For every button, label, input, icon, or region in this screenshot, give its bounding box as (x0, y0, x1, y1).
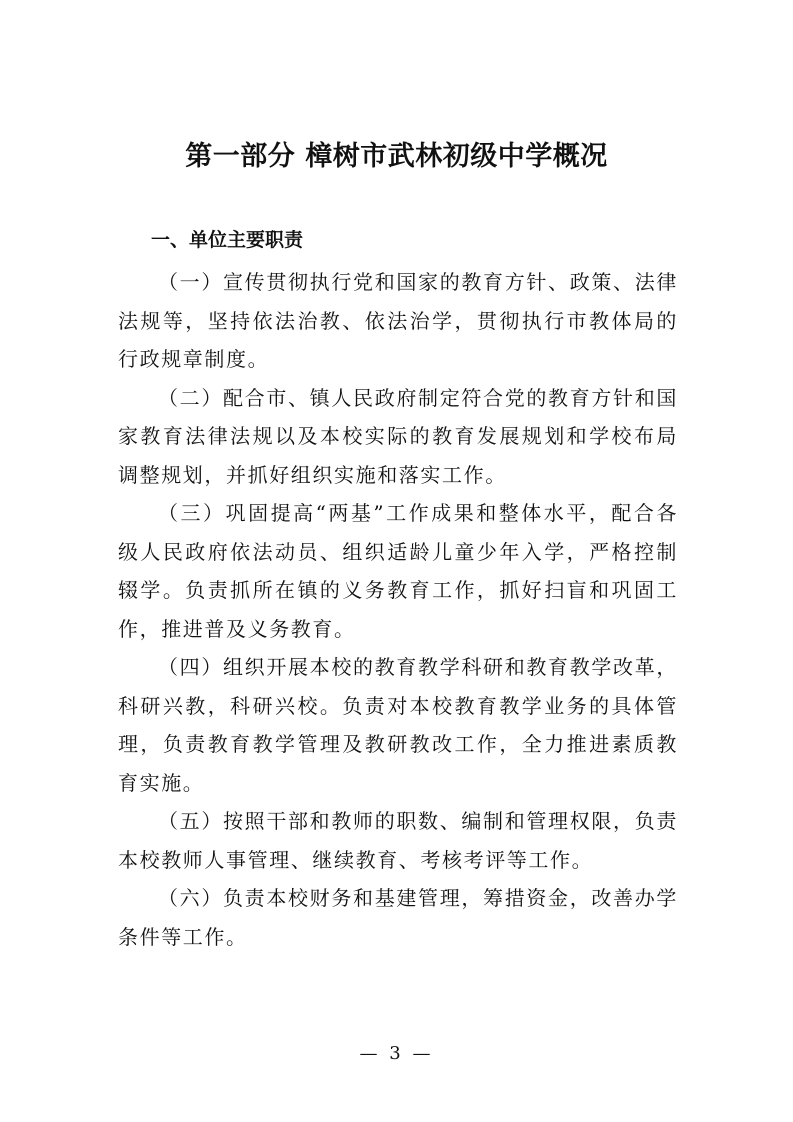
paragraph-6: （六）负责本校财务和基建管理，筹措资金，改善办学条件等工作。 (118, 886, 678, 949)
section-heading: 一、单位主要职责 (151, 229, 304, 251)
page-number: — 3 — (359, 1043, 434, 1064)
body-text (118, 263, 678, 956)
paragraph-1: （一）宣传贯彻执行党和国家的教育方针、政策、法律法规等，坚持依法治教、依法治学，贯彻执行市教体局的行政规章制度。 (118, 270, 678, 371)
page-title: 第一部分 樟树市武林初级中学概况 (185, 141, 608, 172)
paragraph-4: （四）组织开展本校的教育教学科研和教育教学改革，科研兴教，科研兴校。负责对本校教育教学业务的具体管理，负责教育教学管理及教研教改工作，全力推进素质教育实施。 (118, 655, 678, 795)
paragraph-2: （二）配合市、镇人民政府制定符合党的教育方针和国家教育法律法规以及本校实际的教育发展规划和学校布局调整规划，并抓好组织实施和落实工作。 (118, 385, 678, 487)
paragraph-5: （五）按照干部和教师的职数、编制和管理权限，负责本校教师人事管理、继续教育、考核考评等工作。 (118, 809, 678, 872)
paragraph-3: （三）巩固提高“两基”工作成果和整体水平，配合各级人民政府依法动员、组织适龄儿童少年入学，严格控制辍学。负责抓所在镇的义务教育工作，抓好扫盲和巩固工作，推进普及义务教育。 (118, 501, 678, 641)
